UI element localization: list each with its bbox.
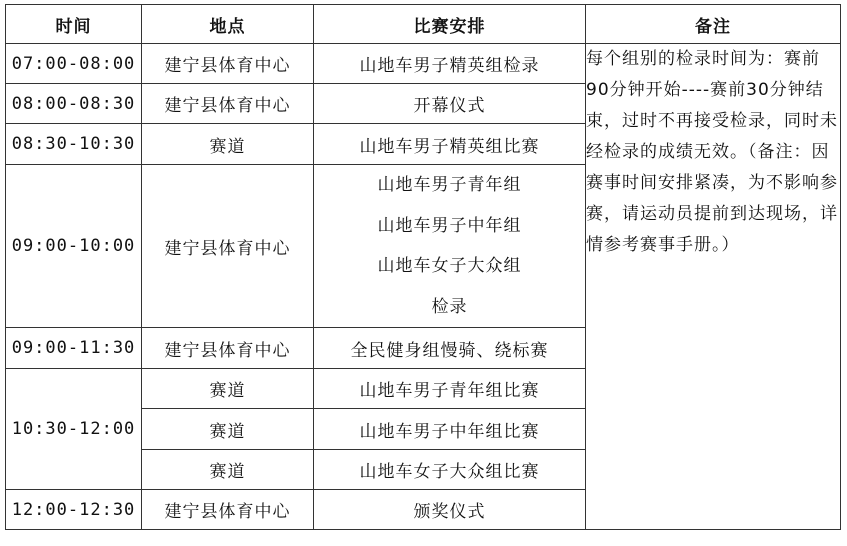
time-cell: 09:00-10:00 [6,165,142,328]
time-cell: 09:00-11:30 [6,328,142,369]
location-cell: 建宁县体育中心 [142,165,314,328]
header-location: 地点 [142,5,314,44]
location-cell: 赛道 [142,369,314,409]
event-cell: 山地车男子精英组检录 [314,44,586,84]
time-cell: 08:00-08:30 [6,84,142,124]
event-cell: 山地车男子中年组比赛 [314,409,586,450]
header-time: 时间 [6,5,142,44]
location-cell: 建宁县体育中心 [142,84,314,124]
header-schedule: 比赛安排 [314,5,586,44]
event-cell: 山地车男子精英组比赛 [314,124,586,165]
location-cell: 赛道 [142,409,314,450]
event-line: 山地车男子青年组 [377,175,522,195]
header-row [6,5,841,44]
header-notes: 备注 [586,5,841,44]
event-cell: 开幕仪式 [314,84,586,124]
location-cell: 建宁县体育中心 [142,328,314,369]
time-cell: 08:30-10:30 [6,124,142,165]
event-cell: 颁奖仪式 [314,490,586,530]
schedule-table [5,4,841,530]
event-cell: 山地车男子青年组比赛 [314,369,586,409]
location-cell: 建宁县体育中心 [142,44,314,84]
event-line: 山地车女子大众组 [377,256,522,276]
table-row [6,44,841,84]
event-line: 检录 [431,296,468,317]
location-cell: 赛道 [142,450,314,490]
time-cell: 10:30-12:00 [6,369,142,490]
time-cell: 12:00-12:30 [6,490,142,530]
location-cell: 建宁县体育中心 [142,490,314,530]
event-cell: 全民健身组慢骑、绕标赛 [314,328,586,369]
event-line: 山地车男子中年组 [377,215,522,236]
event-cell: 山地车女子大众组比赛 [314,450,586,490]
notes-cell: 每个组别的检录时间为：赛前90分钟开始----赛前30分钟结束，过时不再接受检录，同时未经检录的成绩无效。（备注：因赛事时间安排紧凑，为不影响参赛，请运动员提前到达现场，详情参考赛事手册。） [586,44,841,530]
location-cell: 赛道 [142,124,314,165]
event-cell-multiline [314,165,586,328]
time-cell: 07:00-08:00 [6,44,142,84]
